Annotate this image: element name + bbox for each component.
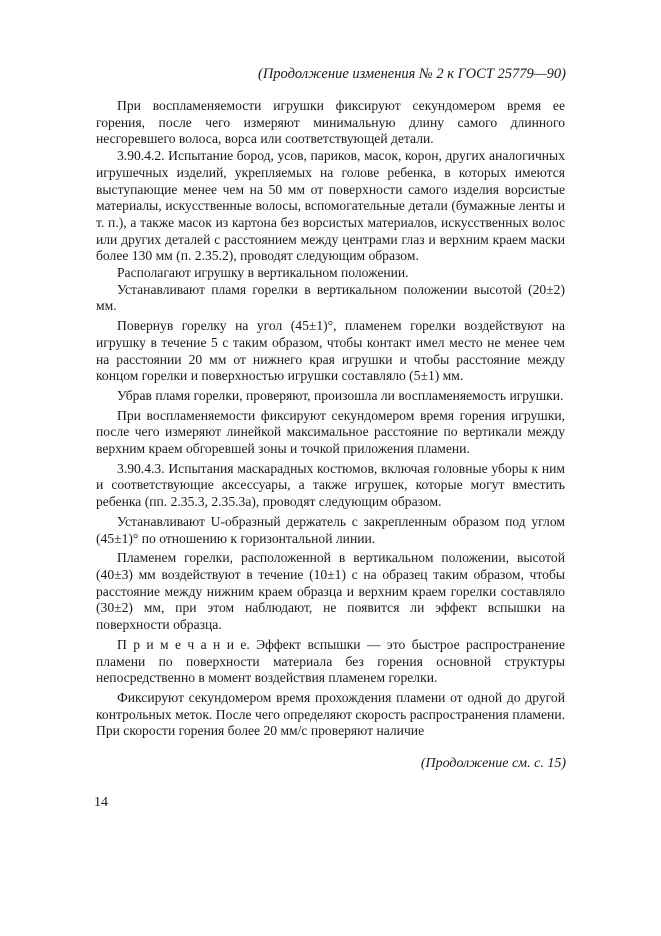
paragraph: Повернув горелку на угол (45±1)°, пламенем горелки воздействуют на игрушку в течение 5 с таким образом, чтобы контакт имел место не менее чем на расстоянии 20 мм от нижнего края игрушки и чтобы расстояние между концом горелки и поверхностью игрушки составляло (5±1) мм. [96,318,565,384]
paragraph: При воспламеняемости фиксируют секундомером время горения игрушки, после чего измеряют линейкой максимальное расстояние по вертикали между верхним краем обгоревшей зоны и точкой приложения пламени. [96,407,565,457]
paragraph: 3.90.4.2. Испытание бород, усов, париков, масок, корон, других аналогичных игрушечных изделий, укрепляемых на голове ребенка, в которых имеются выступающие менее чем на 50 мм от поверхности самого изделия ворсистые материалы, искусственные волосы, вспомогательные детали (бумажные ленты и т. п.), а также масок из картона без ворсистых материалов, искусственных волос или других деталей с расстоянием между центрами глаз и верхним краем маски более 130 мм (п. 2.35.2), проводят следующим образом. [96,148,565,264]
paragraph: Пламенем горелки, расположенной в вертикальном положении, высотой (40±3) мм воздействуют в течение (10±1) с на образец таким образом, чтобы расстояние между нижним краем образца и верхним краем горелки составляло (30±2) мм, при этом наблюдают, не появится ли эффект вспышки на поверхности образца. [96,550,565,633]
continuation-header: (Продолжение изменения № 2 к ГОСТ 25779—90) [257,66,566,82]
paragraph: Устанавливают пламя горелки в вертикальном положении высотой (20±2) мм. [96,281,565,314]
note-paragraph: П р и м е ч а н и е. Эффект вспышки — это быстрое распространение пламени по поверхности материала без горения основной структуры непосредственно в момент воздействия пламенем горелки. [96,636,565,686]
continuation-footer: (Продолжение см. с. 15) [420,756,566,771]
paragraph: 3.90.4.3. Испытания маскарадных костюмов, включая головные уборы к ним и соответствующие аксессуары, а также игрушек, которые могут вместить ребенка (пп. 2.35.3, 2.35.3а), проводят следующим образом. [96,460,565,510]
paragraph: Фиксируют секундомером время прохождения пламени от одной до другой контрольных меток. После чего определяют скорость распространения пламени. При скорости горения более 20 мм/с проверяют наличие [96,689,565,739]
body-text [96,98,565,740]
paragraph: Убрав пламя горелки, проверяют, произошла ли воспламеняемость игрушки. [117,387,564,403]
paragraph: Располагают игрушку в вертикальном положении. [117,265,409,281]
page-number: 14 [94,795,108,810]
paragraph: Устанавливают U-образный держатель с закрепленным образом под углом (45±1)° по отношению к горизонтальной линии. [96,513,565,546]
paragraph: При воспламеняемости игрушки фиксируют секундомером время ее горения, после чего измеряют минимальную длину самого длинного несгоревшего волоса, ворса или соответствующей детали. [96,98,565,147]
